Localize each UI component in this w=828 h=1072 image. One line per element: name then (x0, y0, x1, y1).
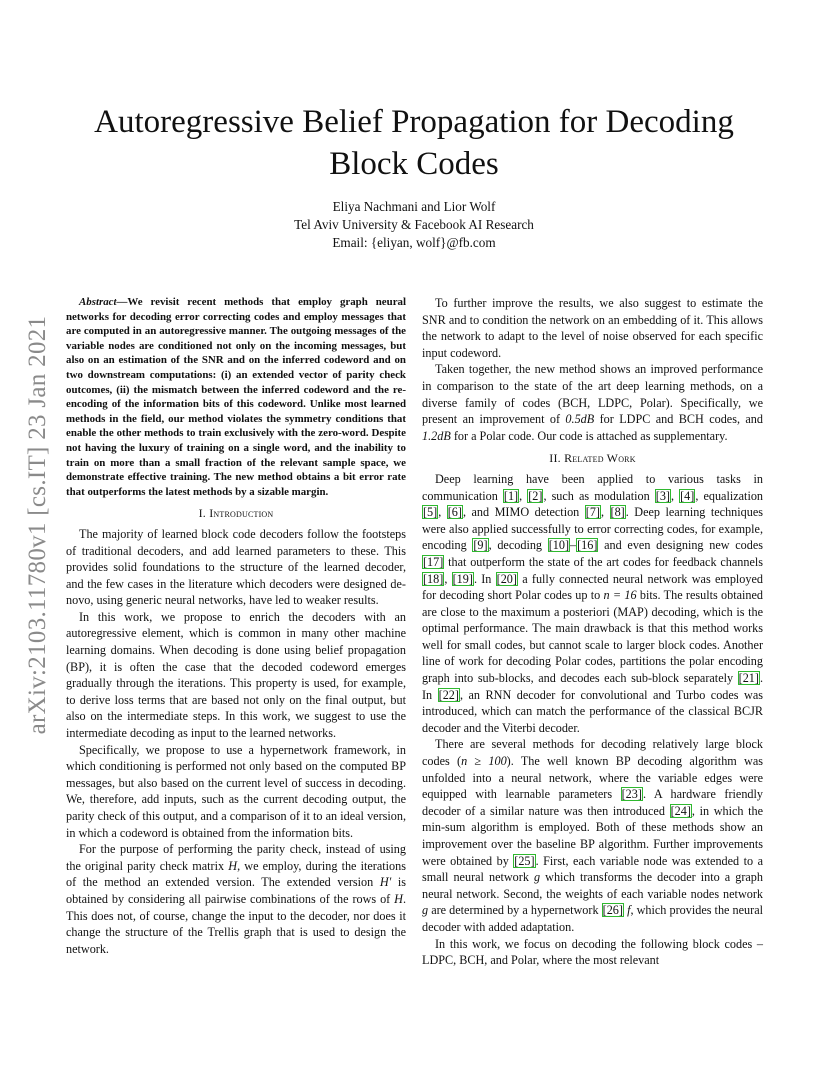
intro-paragraph: In this work, we propose to enrich the decoders with an autoregressive element, which is common in many other machine learning domains. When decoding is done using belief propagation (BP), it is often the case that the decoded codeword emerges gradually through the iterations. This property is used, for example, to derive loss terms that are based not only on the final output, but also on the intermediate steps. In this work, we suggest to use the intermediate decoding as input to the learned networks. (66, 609, 406, 741)
math-symbol: g (422, 903, 429, 918)
author-names: Eliya Nachmani and Lior Wolf (332, 199, 496, 214)
citation-link[interactable]: [5] (423, 505, 438, 520)
math-expression: n = 16 (603, 588, 637, 603)
text-run: , decoding (488, 538, 548, 553)
text-run: , and MIMO detection (462, 505, 585, 520)
citation-link[interactable]: [22] (438, 687, 459, 702)
related-work-paragraph: In this work, we focus on decoding the following block codes – LDPC, BCH, and Polar, where the most relevant (422, 936, 763, 968)
citation-link[interactable]: [10] (548, 538, 570, 553)
text-run: , (438, 505, 447, 520)
citation-link[interactable]: [26] (602, 903, 623, 918)
section-number: II. (549, 451, 561, 466)
intro-paragraph (66, 841, 406, 957)
text-run: There are several methods for decoding relatively large block codes ( (422, 737, 763, 769)
arxiv-watermark (18, 300, 58, 750)
text-run: , such as modulation (543, 488, 655, 503)
text-run: , (519, 488, 528, 503)
section-title: Related Work (564, 451, 636, 466)
citation-link[interactable]: [24] (670, 803, 691, 818)
citation-link[interactable]: [21] (738, 671, 759, 686)
text-run: are determined by a hypernetwork (428, 903, 602, 918)
text-run: . In (473, 571, 496, 586)
citation-link[interactable]: [1] (503, 488, 519, 503)
text-run: , which provides the neural decoder with added adaptation. (422, 903, 763, 934)
citation-link[interactable]: [19] (452, 571, 473, 586)
citation-link[interactable]: [25] (514, 853, 535, 868)
math-symbol: f (627, 903, 631, 918)
citation-link[interactable]: [16] (577, 538, 598, 553)
related-work-paragraph (422, 471, 763, 737)
text-run: , (444, 571, 452, 586)
section-title: Introduction (209, 506, 274, 521)
abstract-label: Abstract (79, 296, 117, 308)
text-run: for a Polar code. Our code is attached as supplementary. (450, 428, 728, 443)
text-run: which transforms the decoder into a graph neural network. Second, the weights of each variable nodes network (422, 870, 763, 901)
section-heading-related-work (422, 450, 763, 467)
citation-link[interactable]: [4] (680, 488, 695, 503)
section-number: I. (198, 506, 207, 521)
math-symbol: 0.5dB (565, 412, 595, 427)
text-run: . First, each variable node was extended to a small neural network (422, 853, 763, 885)
author-email: Email: {eliyan, wolf}@fb.com (332, 235, 496, 250)
citation-link[interactable]: [9] (473, 538, 488, 553)
right-column (422, 295, 763, 969)
text-run: , an RNN decoder for convolutional and Turbo codes was introduced, which can match the performance of the classical BCJR decoder and the Viterbi decoder. (422, 687, 763, 735)
math-symbol: g (533, 870, 541, 885)
intro-paragraph: The majority of learned block code decoders follow the footsteps of traditional decoders, and add learned parameters to these. This provides solid foundations to the structure of the learned decoder, and the few cases in the literature which decoders were designed de-novo, using generic neural networks, have led to weaker results. (66, 526, 406, 608)
text-run: and even designing new codes (598, 538, 763, 553)
citation-link[interactable]: [17] (423, 554, 444, 569)
text-run: ). The well known BP decoding algorithm was unfolded into a neural network, where the variable edges were equipped with learnable parameters (422, 754, 763, 802)
text-run: . This does not, of course, change the input to the decoder, nor does it change the structure of the Trellis graph that is used to design the network. (66, 891, 406, 956)
text-run: , (671, 488, 680, 503)
text-run: . A hardware friendly decoder of a similar nature was then introduced (422, 787, 763, 818)
intro-paragraph: To further improve the results, we also suggest to estimate the SNR and to condition the network on an embedding of it. This allows the network to adapt to the level of noise observed for each specific input codeword. (422, 296, 763, 360)
intro-paragraph: Specifically, we propose to use a hypernetwork framework, in which conditioning is performed not only based on the computed BP messages, but also based on the current level of success in decoding. We, therefore, add inputs, such as the current decoding output, the parity check of this output, and a comparison of it to an ideal version, in which a codeword is obtained from the information bits. (66, 742, 406, 840)
paper-title: Autoregressive Belief Propagation for Decoding Block Codes (94, 104, 734, 182)
citation-link[interactable]: [7] (585, 505, 600, 520)
citation-link[interactable]: [2] (528, 488, 543, 503)
text-run: that outperform the state of the art codes for feedback channels (444, 554, 763, 569)
text-run: , we employ, during the iterations of the method an extended version. The extended version (66, 858, 406, 890)
text-run: . Deep learning techniques were also applied successfully to error correcting codes, for example, encoding (422, 505, 763, 553)
text-run: , in which the min-sum algorithm is employed. Both of these methods show an improvement over the baseline BP algorithm. Further improvements were obtained by (422, 803, 764, 868)
text-run: , (600, 505, 610, 520)
math-symbol: H′ (379, 875, 392, 890)
math-expression: n ≥ 100 (461, 754, 507, 769)
related-work-paragraph (422, 736, 763, 935)
citation-link[interactable]: [18] (423, 571, 444, 586)
intro-paragraph (422, 361, 763, 444)
arxiv-identifier: arXiv:2103.11780v1 [cs.IT] 23 Jan 2021 (24, 315, 51, 735)
text-run: bits. The results obtained are close to the maximum a posteriori (MAP) decoding, which is the optimal performance. The main drawback is that this method works well for small codes, but cannot scale to larger block codes. Another line of work for decoding Polar codes, partitions the polar encoding graph into sub-blocks, and decodes each sub-block separately (422, 588, 763, 686)
abstract (66, 295, 406, 499)
math-symbol: 1.2dB (422, 428, 451, 443)
math-symbol: H (394, 891, 403, 906)
abstract-text: —We revisit recent methods that employ graph neural networks for decoding error correcting codes and employ messages that are computed in an autoregressive manner. The outgoing messages of the variable nodes are conditioned not only on the incoming messages, but also on an estimation of the SNR and on the inferred codeword and on two downstream computations: (i) an extended vector of parity check outcomes, (ii) the mismatch between the inferred codeword and the re-encoding of the information bits of this codeword. Unlike most learned methods in the field, our method violates the symmetry conditions that enable the other methods to train exclusively with the zero-word. Despite not having the luxury of training on a single word, and the inability to train on more than a small fraction of the relevant sample space, we demonstrate effective training. The new method obtains a bit error rate that outperforms the latest methods by a sizable margin. (66, 296, 406, 498)
citation-link[interactable]: [20] (496, 571, 517, 586)
section-heading-introduction (66, 505, 406, 522)
math-symbol: H (228, 858, 238, 873)
text-run: Deep learning have been applied to various tasks in communication (422, 471, 763, 503)
left-column (66, 295, 406, 957)
author-block (60, 198, 768, 252)
text-run: a fully connected neural network was employed for decoding short Polar codes up to (422, 571, 764, 603)
text-run: For the purpose of performing the parity check, instead of using the original parity check matrix (66, 842, 406, 873)
citation-link[interactable]: [3] (655, 488, 670, 503)
text-run: is obtained by considering all pairwise combinations of the rows of (66, 875, 406, 906)
text-run: – (570, 538, 577, 553)
text-run: Taken together, the new method shows an improved performance in comparison to the state of the art deep learning methods, on a diverse family of codes (BCH, LDPC, Polar). Specifically, we present an improvement of (422, 362, 763, 427)
citation-link[interactable]: [6] (447, 505, 462, 520)
citation-link[interactable]: [8] (610, 505, 625, 520)
author-affiliation: Tel Aviv University & Facebook AI Research (294, 217, 534, 232)
text-run: , equalization (695, 488, 764, 503)
citation-link[interactable]: [23] (621, 787, 642, 802)
text-run: for LDPC and BCH codes, and (594, 412, 763, 427)
text-run: . In (422, 671, 763, 702)
